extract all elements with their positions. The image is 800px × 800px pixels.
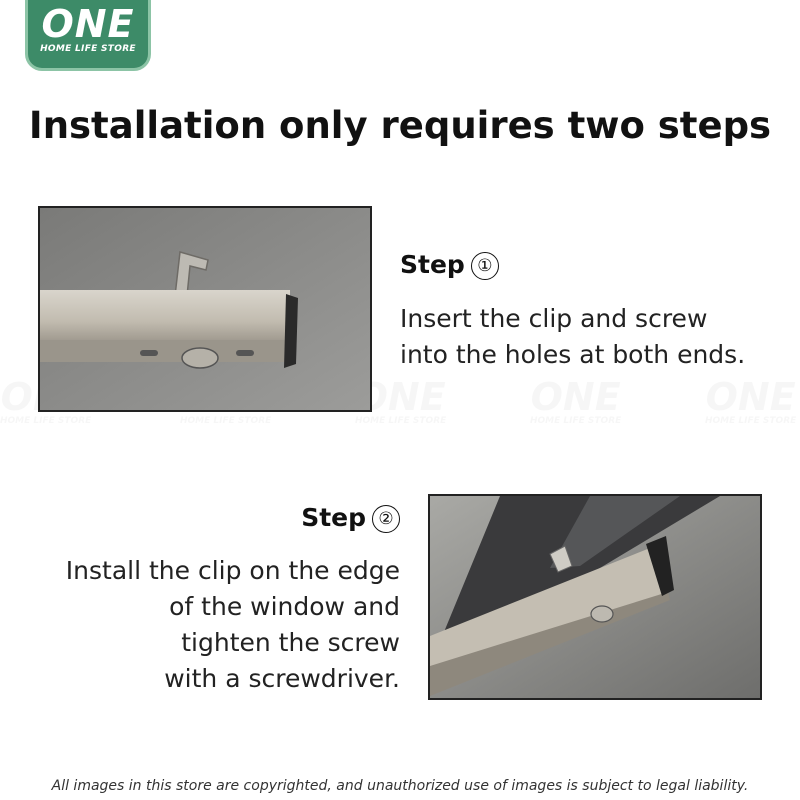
step2-title: Step ② (301, 503, 400, 533)
copyright-notice: All images in this store are copyrighted, and unauthorized use of images is subject to legal liability. (51, 778, 749, 794)
step1-title: Step ① (400, 250, 499, 280)
step1-number: ① (471, 252, 499, 280)
logo-brand: ONE (41, 2, 135, 46)
step2-number: ② (372, 505, 400, 533)
logo-tagline: HOME LIFE STORE (40, 44, 136, 54)
step1-description: Insert the clip and screw into the holes at both ends. (400, 304, 746, 369)
step1-photo (38, 206, 372, 412)
page-title: Installation only requires two steps (28, 104, 772, 147)
step2-description: Install the clip on the edge of the window and tighten the screw with a screwdriver. (65, 556, 400, 693)
watermark (530, 378, 621, 426)
step2-photo (428, 494, 762, 700)
store-logo (28, 0, 148, 68)
watermark (705, 378, 796, 426)
